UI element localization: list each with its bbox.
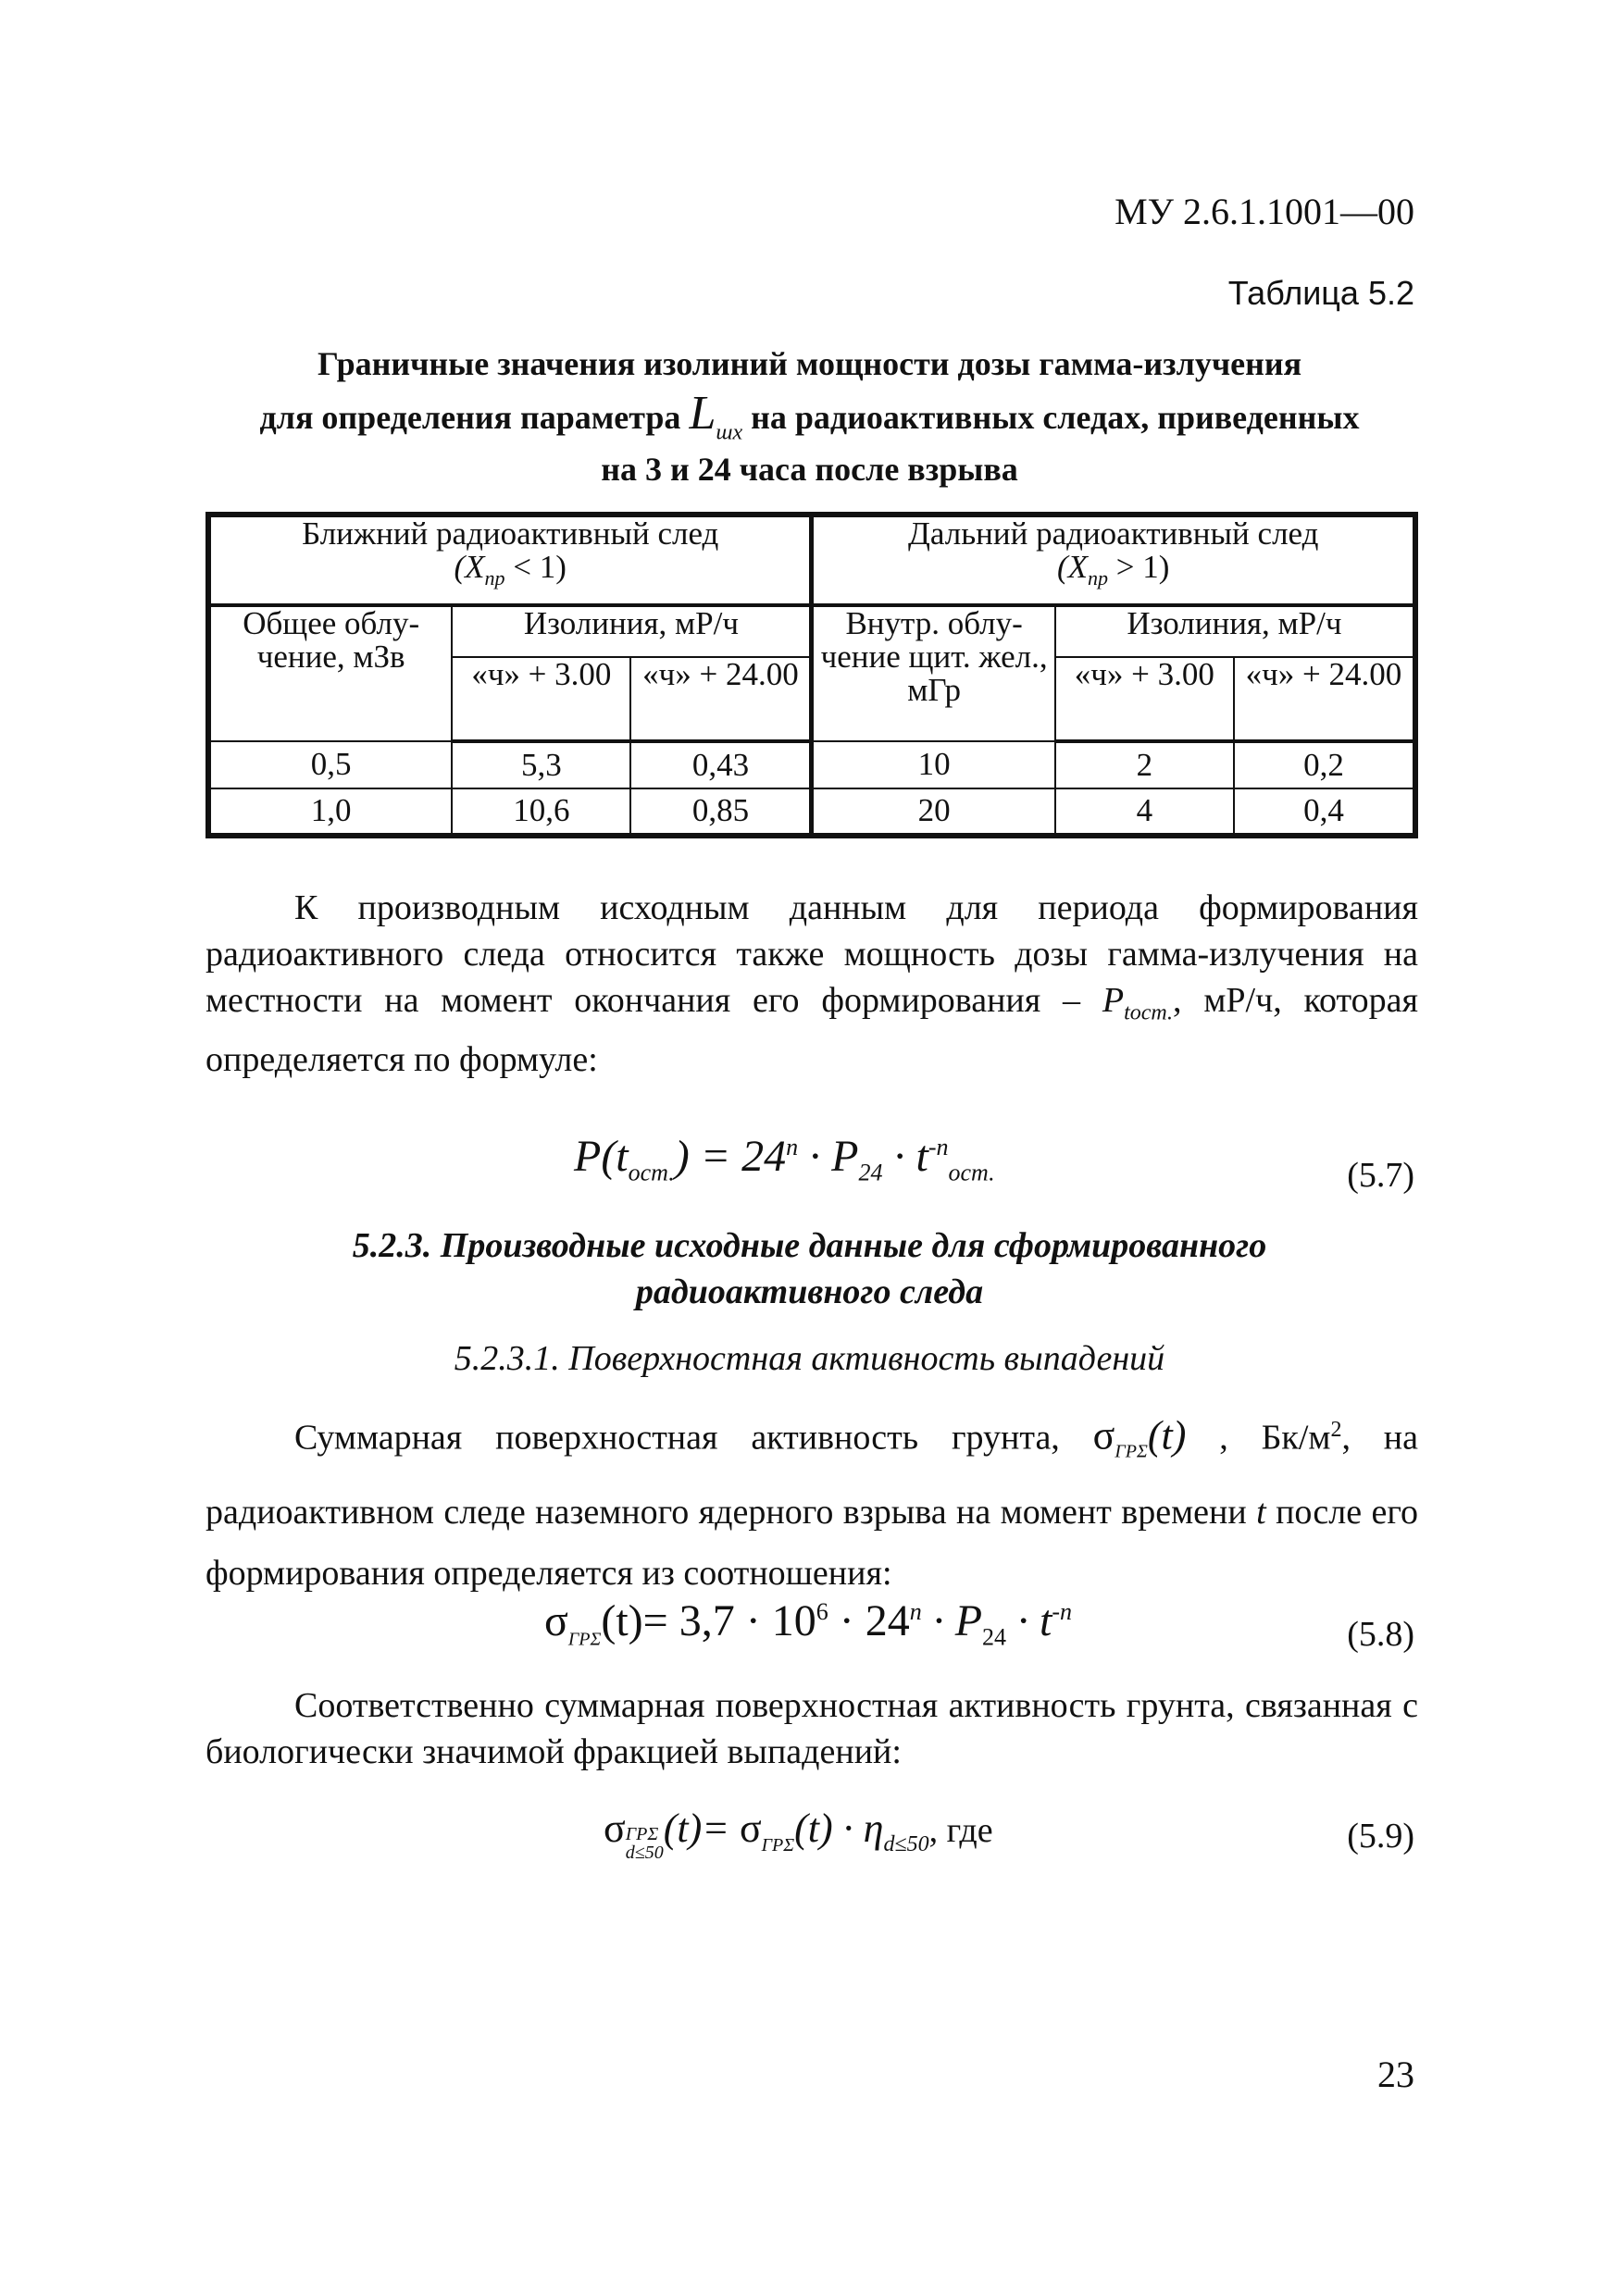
table-cell: 10 <box>812 741 1055 788</box>
col-isoline-near: Изолиния, мР/ч <box>452 605 812 657</box>
subcol-far-h24: «ч» + 24.00 <box>1234 657 1415 741</box>
table-cell: 0,4 <box>1234 788 1415 836</box>
near-trace-header: Ближний радиоактивный след $(X_{пр} < 1)$ <box>208 515 812 605</box>
subcol-near-h3: «ч» + 3.00 <box>452 657 630 741</box>
col-internal-dose: Внутр. облу-чение щит. жел., мГр <box>812 605 1055 742</box>
table-cell: 5,3 <box>452 741 630 788</box>
table-cell: 0,5 <box>208 741 452 788</box>
equation-5-9: σГРΣ $d\le 50(t)= \sigma_{ГР\Sigma}(t) \cdot \eta_{d\le 50}$, где <box>604 1806 993 1863</box>
col-isoline-far: Изолиния, мР/ч <box>1055 605 1415 657</box>
equation-5-8: $\sigma_{ГР\Sigma}(t)= 3,7 \cdot 10^6 \cdot 24^n \cdot P_{24} \cdot t^{-n}$ <box>544 1596 1073 1651</box>
document-code: МУ 2.6.1.1001—00 <box>1115 191 1414 232</box>
table-cell: 2 <box>1055 741 1234 788</box>
table-cell: 0,43 <box>630 741 812 788</box>
equation-5-7: $P(t_{ост.}) = 24^n \cdot P_{24} \cdot t^{-n}_{ост.}$ <box>574 1132 995 1186</box>
table-cell: 1,0 <box>208 788 452 836</box>
equation-number-5-7: (5.7) <box>1347 1156 1414 1195</box>
table-caption-line2: для определения параметра $L_{шх}$ на радиоактивных следах, приведенных <box>259 387 1360 445</box>
paragraph-production-data: К производным исходным данным для периода формирования радиоактивного следа относится также мощность дозы гамма-излучения на местности на момент окончания его формирования – $P_{tост.}$, мР/ч, которая определяется по формуле: <box>205 888 1418 1079</box>
far-trace-header: Дальний радиоактивный след $(X_{пр} > 1)$ <box>812 515 1415 605</box>
section-heading-line1: 5.2.3. Производные исходные данные для сформированного <box>352 1226 1267 1265</box>
table-caption-line1: Граничные значения изолиний мощности дозы гамма-излучения <box>317 345 1302 382</box>
table-label: Таблица 5.2 <box>1227 274 1414 312</box>
table-cell: 10,6 <box>452 788 630 836</box>
table-row <box>208 741 1415 788</box>
subcol-near-h24: «ч» + 24.00 <box>630 657 812 741</box>
table-cell: 0,2 <box>1234 741 1415 788</box>
subsection-heading: 5.2.3.1. Поверхностная активность выпадений <box>454 1339 1165 1378</box>
col-general-dose: Общее облу-чение, мЗв <box>208 605 452 742</box>
parameter-L: $L_{шх}$ <box>689 387 743 445</box>
isoline-table <box>205 512 1418 838</box>
table-caption-line3: на 3 и 24 часа после взрыва <box>601 451 1018 488</box>
subcol-far-h3: «ч» + 3.00 <box>1055 657 1234 741</box>
section-heading-line2: радиоактивного следа <box>635 1272 984 1311</box>
paragraph-surface-activity: Суммарная поверхностная активность грунта, $\sigma_{ГР\Sigma}(t)$ , $Бк/м^2$, на радиоактивном следе наземного ядерного взрыва на момент времени t после его формирования определяется из соотношения: <box>205 1412 1419 1594</box>
paragraph-biological-fraction: Соответственно суммарная поверхностная активность грунта, связанная с биологически значимой фракцией выпадений: <box>205 1686 1418 1771</box>
page-number: 23 <box>1377 2054 1414 2095</box>
equation-number-5-9: (5.9) <box>1347 1817 1414 1855</box>
equation-number-5-8: (5.8) <box>1347 1615 1414 1654</box>
table-cell: 0,85 <box>630 788 812 836</box>
table-row <box>208 788 1415 836</box>
table-cell: 4 <box>1055 788 1234 836</box>
table-cell: 20 <box>812 788 1055 836</box>
